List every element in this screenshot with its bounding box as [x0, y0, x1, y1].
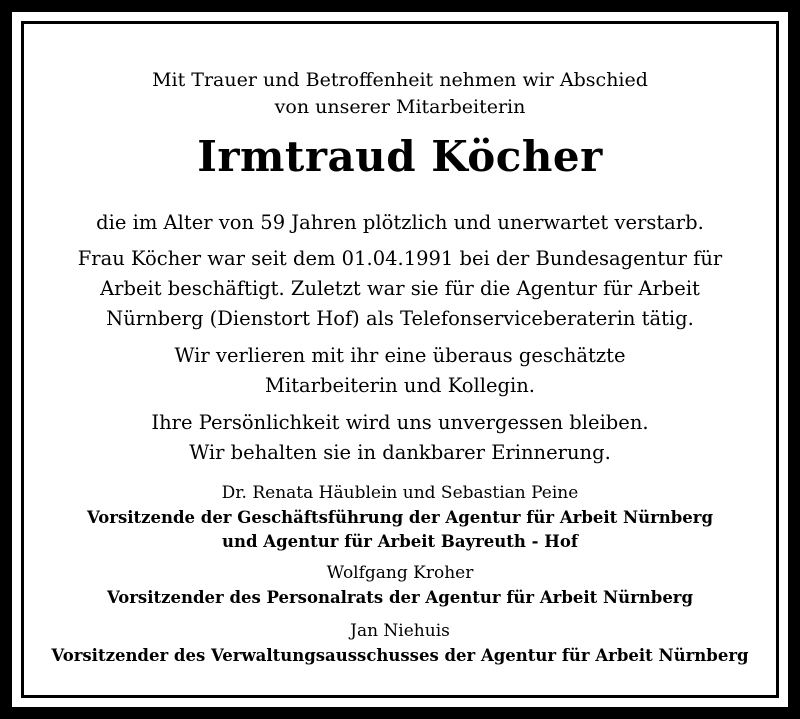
intro-line-1: Mit Trauer und Betroffenheit nehmen wir Abschied — [152, 69, 648, 91]
career-line-2: Arbeit beschäftigt. Zuletzt war sie für die Agentur für Arbeit — [100, 277, 700, 300]
career-line-3: Nürnberg (Dienstort Hof) als Telefonserviceberaterin tätig. — [106, 307, 694, 330]
signatory-role: Vorsitzender des Personalrats der Agentur für Arbeit Nürnberg — [106, 588, 694, 607]
tribute-line-1: Wir verlieren mit ihr eine überaus geschätzte — [174, 344, 626, 367]
signatory-role: Vorsitzender des Verwaltungsausschusses der Agentur für Arbeit Nürnberg — [51, 646, 749, 665]
tribute-line-2: Mitarbeiterin und Kollegin. — [264, 374, 535, 397]
signatory-names: Wolfgang Kroher — [326, 563, 474, 583]
memory-line-2: Wir behalten sie in dankbarer Erinnerung. — [189, 441, 611, 464]
obituary-notice — [24, 24, 776, 695]
signatory-role: und Agentur für Arbeit Bayreuth - Hof — [222, 532, 578, 551]
notice-frame — [21, 21, 779, 698]
career-line-1: Frau Köcher war seit dem 01.04.1991 bei der Bundesagentur für — [77, 247, 723, 270]
signatory-names: Jan Niehuis — [350, 621, 450, 641]
white-margin — [12, 12, 788, 707]
signatory-names: Dr. Renata Häublein und Sebastian Peine — [221, 483, 579, 503]
intro-line-2: von unserer Mitarbeiterin — [274, 96, 526, 118]
age-line: die im Alter von 59 Jahren plötzlich und unerwartet verstarb. — [96, 211, 704, 234]
memory-line-1: Ihre Persönlichkeit wird uns unvergessen bleiben. — [151, 411, 649, 434]
deceased-name: Irmtraud Köcher — [197, 132, 603, 181]
signatory-role: Vorsitzende der Geschäftsführung der Agentur für Arbeit Nürnberg — [86, 508, 714, 527]
